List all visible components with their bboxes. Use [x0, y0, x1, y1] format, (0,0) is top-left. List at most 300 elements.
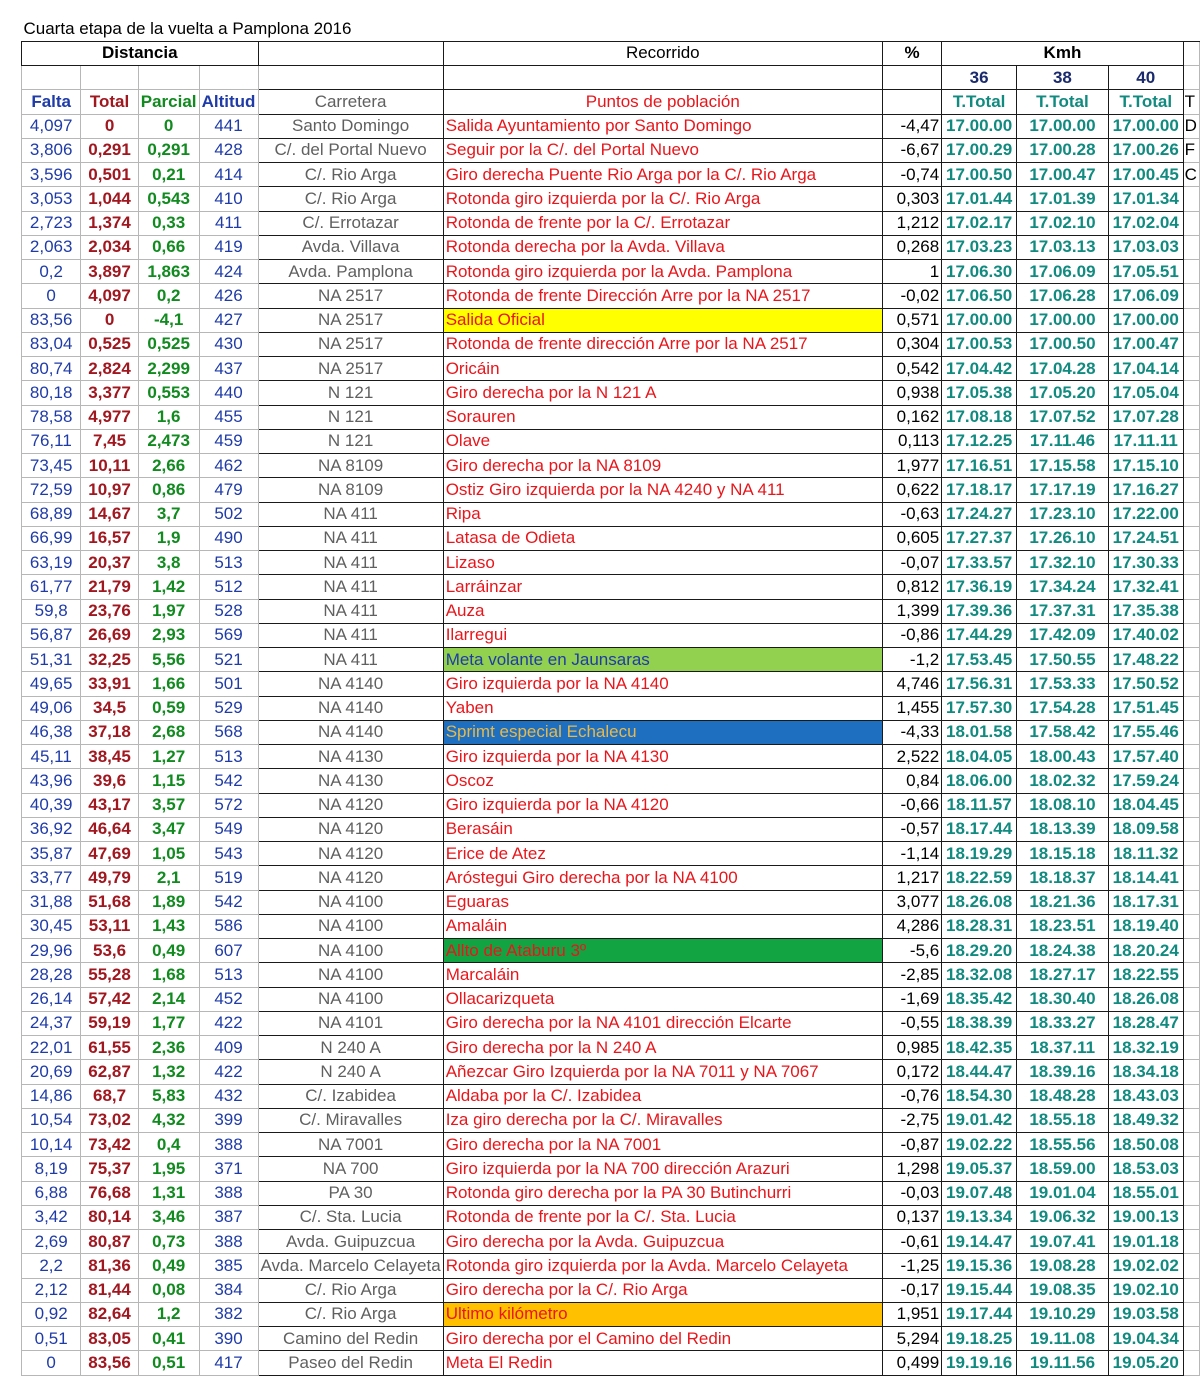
cell-punto: Rotonda derecha por la Avda. Villava	[443, 235, 882, 259]
table-row	[22, 1230, 1200, 1254]
cell-pct: -1,14	[882, 842, 941, 866]
cell-carretera: C/. Miravalles	[258, 1108, 443, 1132]
cell-parcial: 1,42	[138, 575, 199, 599]
distancia-header: Distancia	[22, 41, 259, 65]
cell-parcial: 2,473	[138, 429, 199, 453]
cell-carretera: NA 4101	[258, 1011, 443, 1035]
cell-total: 23,76	[81, 599, 138, 623]
cell-pct: -5,6	[882, 939, 941, 963]
cell-parcial: 0,33	[138, 211, 199, 235]
cell-altitud: 387	[199, 1205, 258, 1229]
cell-falta: 72,59	[22, 478, 81, 502]
cell-altitud: 569	[199, 623, 258, 647]
cell-total: 39,6	[81, 769, 138, 793]
cell-edge	[1183, 187, 1199, 211]
cell-altitud: 384	[199, 1278, 258, 1302]
cell-edge	[1183, 1084, 1199, 1108]
cell-carretera: NA 4130	[258, 745, 443, 769]
cell-falta: 24,37	[22, 1011, 81, 1035]
cell-pct: 1,298	[882, 1157, 941, 1181]
table-row	[22, 308, 1200, 332]
cell-t40: 17.32.41	[1108, 575, 1183, 599]
table-row	[22, 672, 1200, 696]
cell-t36: 18.54.30	[942, 1084, 1017, 1108]
cell-altitud: 529	[199, 696, 258, 720]
cell-punto: Rotonda de frente por la C/. Errotazar	[443, 211, 882, 235]
cell-t36: 17.56.31	[942, 672, 1017, 696]
cell-t38: 19.11.08	[1017, 1327, 1109, 1351]
cell-t38: 17.50.55	[1017, 648, 1109, 672]
table-row	[22, 939, 1200, 963]
cell-pct: -0,74	[882, 163, 941, 187]
table-row	[22, 478, 1200, 502]
cell-t36: 17.00.00	[942, 308, 1017, 332]
cell-edge	[1183, 720, 1199, 744]
cell-total: 76,68	[81, 1181, 138, 1205]
total-header: Total	[81, 90, 138, 114]
cell-altitud: 542	[199, 769, 258, 793]
cell-altitud: 549	[199, 817, 258, 841]
cell-altitud: 572	[199, 793, 258, 817]
column-header-row	[22, 90, 1200, 114]
cell-pct: 1,455	[882, 696, 941, 720]
cell-parcial: 2,36	[138, 1036, 199, 1060]
cell-edge	[1183, 429, 1199, 453]
cell-carretera: C/. Izabidea	[258, 1084, 443, 1108]
cell-total: 2,034	[81, 235, 138, 259]
cell-edge	[1183, 260, 1199, 284]
cell-t38: 19.08.28	[1017, 1254, 1109, 1278]
cell-pct: 1	[882, 260, 941, 284]
cell-altitud: 512	[199, 575, 258, 599]
cell-t38: 17.07.52	[1017, 405, 1109, 429]
cell-punto: Larráinzar	[443, 575, 882, 599]
cell-t36: 17.01.44	[942, 187, 1017, 211]
cell-pct: 2,522	[882, 745, 941, 769]
ttotal-40-header: T.Total	[1108, 90, 1183, 114]
cell-carretera: N 121	[258, 405, 443, 429]
cell-total: 34,5	[81, 696, 138, 720]
cell-t40: 18.43.03	[1108, 1084, 1183, 1108]
cell-total: 61,55	[81, 1036, 138, 1060]
cell-total: 0	[81, 114, 138, 138]
cell-pct: 5,294	[882, 1327, 941, 1351]
cell-t36: 17.06.50	[942, 284, 1017, 308]
cell-total: 3,897	[81, 260, 138, 284]
cell-parcial: 1,9	[138, 526, 199, 550]
cell-t40: 17.00.26	[1108, 138, 1183, 162]
cell-falta: 8,19	[22, 1157, 81, 1181]
cell-t38: 18.39.16	[1017, 1060, 1109, 1084]
cell-punto: Rotonda giro izquierda por la Avda. Pamplona	[443, 260, 882, 284]
cell-t40: 17.35.38	[1108, 599, 1183, 623]
cell-parcial: 0,291	[138, 138, 199, 162]
cell-edge	[1183, 405, 1199, 429]
cell-t38: 17.15.58	[1017, 454, 1109, 478]
cell-edge	[1183, 696, 1199, 720]
cell-t40: 19.05.20	[1108, 1351, 1183, 1375]
cell-pct: -0,55	[882, 1011, 941, 1035]
cell-altitud: 502	[199, 502, 258, 526]
cell-pct: -6,67	[882, 138, 941, 162]
table-row	[22, 284, 1200, 308]
cell-punto: Aróstegui Giro derecha por la NA 4100	[443, 866, 882, 890]
cell-parcial: 5,83	[138, 1084, 199, 1108]
cell-t38: 18.13.39	[1017, 817, 1109, 841]
cell-punto: Giro derecha por la N 121 A	[443, 381, 882, 405]
cell-altitud: 440	[199, 381, 258, 405]
cell-t36: 17.03.23	[942, 235, 1017, 259]
cell-t36: 17.53.45	[942, 648, 1017, 672]
table-row	[22, 332, 1200, 356]
cell-t38: 17.58.42	[1017, 720, 1109, 744]
cell-total: 0	[81, 308, 138, 332]
cell-carretera: NA 411	[258, 551, 443, 575]
cell-t38: 17.11.46	[1017, 429, 1109, 453]
cell-total: 53,11	[81, 914, 138, 938]
cell-parcial: 0,86	[138, 478, 199, 502]
cell-punto: Olave	[443, 429, 882, 453]
cell-t38: 17.04.28	[1017, 357, 1109, 381]
cell-parcial: 3,8	[138, 551, 199, 575]
table-row	[22, 866, 1200, 890]
cell-t40: 18.34.18	[1108, 1060, 1183, 1084]
cell-parcial: 1,77	[138, 1011, 199, 1035]
cell-t40: 18.11.32	[1108, 842, 1183, 866]
cell-altitud: 586	[199, 914, 258, 938]
cell-carretera: NA 4120	[258, 817, 443, 841]
cell-pct: 4,746	[882, 672, 941, 696]
cell-t40: 18.19.40	[1108, 914, 1183, 938]
cell-edge	[1183, 1230, 1199, 1254]
cell-punto: Yaben	[443, 696, 882, 720]
cell-t36: 18.17.44	[942, 817, 1017, 841]
cell-t40: 19.01.18	[1108, 1230, 1183, 1254]
cell-altitud: 424	[199, 260, 258, 284]
cell-t38: 17.00.28	[1017, 138, 1109, 162]
speed-36: 36	[942, 66, 1017, 90]
cell-t36: 17.36.19	[942, 575, 1017, 599]
table-row	[22, 1060, 1200, 1084]
cell-t40: 18.50.08	[1108, 1133, 1183, 1157]
cell-parcial: 0,41	[138, 1327, 199, 1351]
table-row	[22, 502, 1200, 526]
cell-t36: 19.14.47	[942, 1230, 1017, 1254]
cell-edge	[1183, 1351, 1199, 1375]
cell-carretera: NA 411	[258, 599, 443, 623]
cell-edge	[1183, 332, 1199, 356]
table-row	[22, 405, 1200, 429]
cell-carretera: PA 30	[258, 1181, 443, 1205]
cell-t38: 19.08.35	[1017, 1278, 1109, 1302]
cell-edge: C	[1183, 163, 1199, 187]
cell-edge	[1183, 575, 1199, 599]
cell-t38: 18.24.38	[1017, 939, 1109, 963]
cell-t38: 18.48.28	[1017, 1084, 1109, 1108]
cell-pct: -0,07	[882, 551, 941, 575]
table-row	[22, 260, 1200, 284]
cell-t36: 18.44.47	[942, 1060, 1017, 1084]
cell-punto: Giro derecha por la N 240 A	[443, 1036, 882, 1060]
cell-carretera: NA 2517	[258, 357, 443, 381]
table-row	[22, 1036, 1200, 1060]
cell-carretera: NA 2517	[258, 308, 443, 332]
cell-edge	[1183, 648, 1199, 672]
cell-t40: 18.22.55	[1108, 963, 1183, 987]
cell-t40: 18.04.45	[1108, 793, 1183, 817]
cell-t40: 19.02.10	[1108, 1278, 1183, 1302]
cell-falta: 0	[22, 1351, 81, 1375]
cell-t36: 17.05.38	[942, 381, 1017, 405]
cell-t40: 19.04.34	[1108, 1327, 1183, 1351]
cell-t36: 18.26.08	[942, 890, 1017, 914]
cell-pct: -4,33	[882, 720, 941, 744]
cell-edge	[1183, 357, 1199, 381]
cell-t38: 17.42.09	[1017, 623, 1109, 647]
cell-carretera: NA 4140	[258, 672, 443, 696]
cell-carretera: C/. Rio Arga	[258, 1302, 443, 1326]
cell-total: 1,374	[81, 211, 138, 235]
table-row	[22, 623, 1200, 647]
cell-pct: 0,162	[882, 405, 941, 429]
cell-parcial: 0,59	[138, 696, 199, 720]
cell-carretera: NA 4120	[258, 842, 443, 866]
cell-total: 0,291	[81, 138, 138, 162]
cell-parcial: 1,863	[138, 260, 199, 284]
cell-t38: 18.15.18	[1017, 842, 1109, 866]
cell-t38: 19.07.41	[1017, 1230, 1109, 1254]
cell-t40: 17.22.00	[1108, 502, 1183, 526]
table-row	[22, 1181, 1200, 1205]
cell-edge	[1183, 1181, 1199, 1205]
table-row	[22, 187, 1200, 211]
cell-t38: 18.18.37	[1017, 866, 1109, 890]
cell-carretera: NA 4130	[258, 769, 443, 793]
cell-falta: 6,88	[22, 1181, 81, 1205]
cell-t36: 17.33.57	[942, 551, 1017, 575]
cell-t40: 19.02.02	[1108, 1254, 1183, 1278]
cell-t38: 19.11.56	[1017, 1351, 1109, 1375]
cell-total: 1,044	[81, 187, 138, 211]
cell-punto: Giro izquierda por la NA 700 dirección Arazuri	[443, 1157, 882, 1181]
cell-parcial: 0,525	[138, 332, 199, 356]
cell-edge	[1183, 963, 1199, 987]
cell-edge	[1183, 599, 1199, 623]
cell-edge	[1183, 623, 1199, 647]
table-row	[22, 551, 1200, 575]
cell-t36: 18.06.00	[942, 769, 1017, 793]
table-row	[22, 745, 1200, 769]
cell-edge	[1183, 1133, 1199, 1157]
cell-pct: 0,938	[882, 381, 941, 405]
cell-parcial: 0,543	[138, 187, 199, 211]
cell-falta: 0,2	[22, 260, 81, 284]
cell-edge	[1183, 1254, 1199, 1278]
cell-t38: 17.23.10	[1017, 502, 1109, 526]
cell-total: 55,28	[81, 963, 138, 987]
cell-pct: 0,304	[882, 332, 941, 356]
cell-t36: 17.57.30	[942, 696, 1017, 720]
cell-t40: 17.07.28	[1108, 405, 1183, 429]
cell-edge	[1183, 842, 1199, 866]
cell-altitud: 382	[199, 1302, 258, 1326]
cell-carretera: Santo Domingo	[258, 114, 443, 138]
cell-t40: 17.01.34	[1108, 187, 1183, 211]
cell-pct: -0,61	[882, 1230, 941, 1254]
cell-falta: 76,11	[22, 429, 81, 453]
table-row	[22, 769, 1200, 793]
cell-altitud: 501	[199, 672, 258, 696]
cell-parcial: 0,553	[138, 381, 199, 405]
cell-pct: 1,951	[882, 1302, 941, 1326]
cell-t36: 17.24.27	[942, 502, 1017, 526]
cell-t40: 17.06.09	[1108, 284, 1183, 308]
cell-altitud: 513	[199, 963, 258, 987]
cell-pct: -0,86	[882, 623, 941, 647]
cell-parcial: 0,49	[138, 939, 199, 963]
speed-40: 40	[1108, 66, 1183, 90]
cell-carretera: C/. Sta. Lucia	[258, 1205, 443, 1229]
cell-carretera: NA 4100	[258, 939, 443, 963]
cell-pct: -0,87	[882, 1133, 941, 1157]
table-row	[22, 914, 1200, 938]
carretera-header: Carretera	[258, 90, 443, 114]
cell-carretera: NA 4100	[258, 914, 443, 938]
cell-total: 37,18	[81, 720, 138, 744]
table-row	[22, 1254, 1200, 1278]
cell-parcial: 2,14	[138, 987, 199, 1011]
cell-carretera: NA 411	[258, 575, 443, 599]
cell-t36: 18.11.57	[942, 793, 1017, 817]
cell-parcial: 1,15	[138, 769, 199, 793]
cell-falta: 30,45	[22, 914, 81, 938]
cell-t38: 18.37.11	[1017, 1036, 1109, 1060]
title-row	[22, 17, 1200, 41]
cell-pct: 1,217	[882, 866, 941, 890]
cell-carretera: N 121	[258, 429, 443, 453]
cell-parcial: 2,299	[138, 357, 199, 381]
cell-t36: 17.04.42	[942, 357, 1017, 381]
cell-parcial: 3,46	[138, 1205, 199, 1229]
cell-total: 83,56	[81, 1351, 138, 1375]
cell-t38: 18.23.51	[1017, 914, 1109, 938]
speed-row	[22, 66, 1200, 90]
cell-parcial: 0,2	[138, 284, 199, 308]
cell-pct: -2,85	[882, 963, 941, 987]
cell-parcial: 3,47	[138, 817, 199, 841]
cell-t38: 18.33.27	[1017, 1011, 1109, 1035]
cell-falta: 56,87	[22, 623, 81, 647]
table-row	[22, 575, 1200, 599]
cell-punto: Giro izquierda por la NA 4130	[443, 745, 882, 769]
cell-t40: 18.55.01	[1108, 1181, 1183, 1205]
cell-pct: 4,286	[882, 914, 941, 938]
cell-falta: 2,69	[22, 1230, 81, 1254]
cell-edge	[1183, 381, 1199, 405]
cell-edge	[1183, 478, 1199, 502]
cell-edge	[1183, 1157, 1199, 1181]
cell-total: 0,501	[81, 163, 138, 187]
cell-carretera: C/. Rio Arga	[258, 1278, 443, 1302]
table-row	[22, 381, 1200, 405]
cell-carretera: NA 4100	[258, 890, 443, 914]
kmh-header: Kmh	[942, 41, 1183, 65]
cell-parcial: 4,32	[138, 1108, 199, 1132]
cell-t36: 17.16.51	[942, 454, 1017, 478]
cell-t36: 17.27.37	[942, 526, 1017, 550]
cell-t38: 17.03.13	[1017, 235, 1109, 259]
table-row	[22, 163, 1200, 187]
cell-t40: 17.02.04	[1108, 211, 1183, 235]
route-rows	[22, 114, 1200, 1375]
cell-t36: 18.35.42	[942, 987, 1017, 1011]
cell-falta: 83,56	[22, 308, 81, 332]
cell-pct: 1,212	[882, 211, 941, 235]
cell-parcial: 3,57	[138, 793, 199, 817]
group-header-row	[22, 41, 1200, 65]
cell-total: 20,37	[81, 551, 138, 575]
cell-falta: 3,053	[22, 187, 81, 211]
cell-edge	[1183, 769, 1199, 793]
cell-total: 0,525	[81, 332, 138, 356]
cell-punto: Añezcar Giro Izquierda por la NA 7011 y NA 7067	[443, 1060, 882, 1084]
cell-edge	[1183, 502, 1199, 526]
cell-parcial: 1,27	[138, 745, 199, 769]
cell-edge	[1183, 235, 1199, 259]
cell-edge	[1183, 1205, 1199, 1229]
cell-pct: 1,399	[882, 599, 941, 623]
cell-t40: 19.00.13	[1108, 1205, 1183, 1229]
cell-total: 4,097	[81, 284, 138, 308]
cell-carretera: NA 4100	[258, 963, 443, 987]
cell-parcial: -4,1	[138, 308, 199, 332]
cell-falta: 33,77	[22, 866, 81, 890]
cell-altitud: 371	[199, 1157, 258, 1181]
cell-total: 53,6	[81, 939, 138, 963]
cell-total: 10,97	[81, 478, 138, 502]
cell-pct: 0,137	[882, 1205, 941, 1229]
cell-pct: -1,2	[882, 648, 941, 672]
table-row	[22, 526, 1200, 550]
cell-falta: 35,87	[22, 842, 81, 866]
cell-falta: 2,723	[22, 211, 81, 235]
cell-edge	[1183, 672, 1199, 696]
cell-t36: 17.39.36	[942, 599, 1017, 623]
cell-altitud: 399	[199, 1108, 258, 1132]
cell-altitud: 568	[199, 720, 258, 744]
table-row	[22, 1108, 1200, 1132]
table-row	[22, 1084, 1200, 1108]
cell-t36: 17.08.18	[942, 405, 1017, 429]
cell-punto: Giro izquierda por la NA 4140	[443, 672, 882, 696]
cell-falta: 14,86	[22, 1084, 81, 1108]
table-row	[22, 114, 1200, 138]
cell-falta: 3,42	[22, 1205, 81, 1229]
cell-punto: Ripa	[443, 502, 882, 526]
cell-carretera: NA 8109	[258, 478, 443, 502]
cell-carretera: C/. del Portal Nuevo	[258, 138, 443, 162]
cell-falta: 80,74	[22, 357, 81, 381]
cell-parcial: 0,73	[138, 1230, 199, 1254]
cell-altitud: 432	[199, 1084, 258, 1108]
cell-pct: -0,66	[882, 793, 941, 817]
cell-falta: 3,806	[22, 138, 81, 162]
cell-carretera: Paseo del Redin	[258, 1351, 443, 1375]
cell-falta: 51,31	[22, 648, 81, 672]
cell-parcial: 2,68	[138, 720, 199, 744]
cell-t36: 17.00.53	[942, 332, 1017, 356]
cell-punto: Giro derecha por la Avda. Guipuzcua	[443, 1230, 882, 1254]
